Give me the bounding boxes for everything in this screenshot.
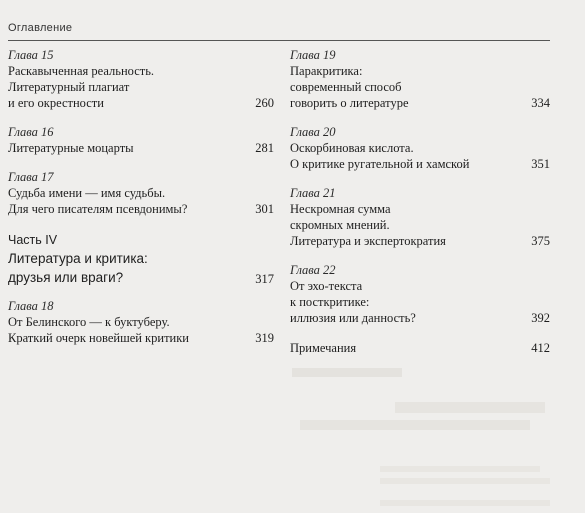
chapter-title-line: От Белинского — к буктуберу. (8, 315, 170, 329)
chapter-title-line: Раскавыченная реальность. (8, 64, 155, 78)
bleed-through-2 (395, 402, 545, 413)
chapter-label: Глава 17 (8, 170, 54, 184)
page-number: 334 (531, 96, 550, 110)
chapter-title-line: Судьба имени — имя судьбы. (8, 186, 166, 200)
chapter-title-line: Паракритика: (290, 64, 363, 78)
chapter-title-line: О критике ругательной и хамской (290, 157, 470, 171)
page-number: 301 (255, 202, 274, 216)
chapter-title-line: Примечания (290, 341, 357, 355)
toc-entry (8, 48, 274, 111)
bleed-through-6 (380, 500, 550, 506)
chapter-label: Глава 20 (290, 125, 336, 139)
chapter-title-line: Литература и экспертократия (290, 234, 446, 248)
chapter-title-line: Для чего писателям псевдонимы? (8, 202, 188, 216)
toc-entry (290, 263, 550, 326)
part-title-line: Литература и критика: (8, 251, 148, 266)
chapter-title-line: Оскорбиновая кислота. (290, 141, 414, 155)
chapter-title-line: говорить о литературе (290, 96, 409, 110)
chapter-title-line: скромных мнений. (290, 218, 390, 232)
chapter-title-line: иллюзия или данность? (290, 311, 416, 325)
page-number: 392 (531, 311, 550, 325)
chapter-title-line: к посткритике: (290, 295, 370, 309)
page-number: 412 (531, 341, 550, 355)
toc-entry (290, 48, 550, 111)
toc-entry (290, 340, 550, 356)
bleed-through-4 (380, 466, 540, 472)
chapter-label: Глава 22 (290, 263, 336, 277)
chapter-title-line: Литературный плагиат (8, 80, 130, 94)
chapter-title-line: Краткий очерк новейшей критики (8, 331, 189, 345)
toc-left-column (8, 48, 274, 360)
chapter-label: Глава 18 (8, 299, 54, 313)
toc-entry (290, 125, 550, 172)
header-divider (8, 40, 550, 41)
chapter-title-line: и его окрестности (8, 96, 104, 110)
part-title-line: друзья или враги? (8, 270, 124, 285)
chapter-title-line: Нескромная сумма (290, 202, 391, 216)
section-header: Оглавление (8, 22, 73, 34)
chapter-label: Глава 19 (290, 48, 336, 62)
bleed-through-5 (380, 478, 550, 484)
chapter-label: Глава 15 (8, 48, 54, 62)
page-number: 317 (255, 272, 274, 286)
toc-entry (8, 299, 274, 346)
bleed-through-3 (300, 420, 530, 430)
toc-entry (8, 125, 274, 156)
toc-right-column (290, 48, 550, 370)
bleed-through-1 (292, 368, 402, 377)
chapter-title-line: От эхо-текста (290, 279, 363, 293)
page-number: 281 (255, 141, 274, 155)
chapter-title-line: современный способ (290, 80, 402, 94)
page-number: 260 (255, 96, 274, 110)
page-number: 375 (531, 234, 550, 248)
part-label: Часть IV (8, 233, 58, 247)
chapter-label: Глава 16 (8, 125, 54, 139)
chapter-title-line: Литературные моцарты (8, 141, 134, 155)
page-number: 351 (531, 157, 550, 171)
toc-entry (290, 186, 550, 249)
chapter-label: Глава 21 (290, 186, 336, 200)
page-number: 319 (255, 331, 274, 345)
toc-entry (8, 170, 274, 217)
toc-entry (8, 231, 274, 287)
